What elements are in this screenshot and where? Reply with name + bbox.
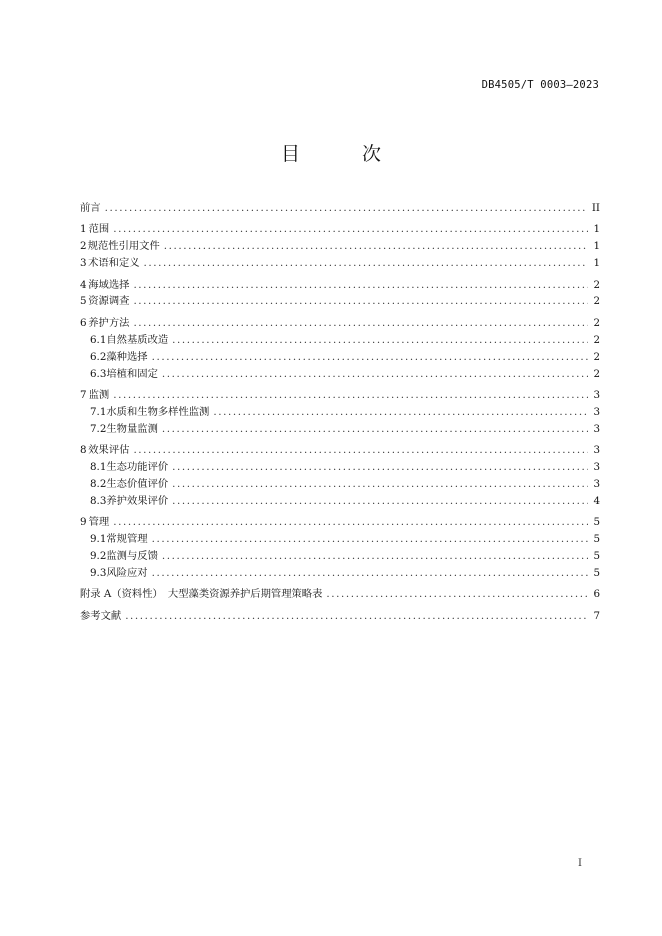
toc-entry[interactable] bbox=[80, 315, 600, 332]
dot-leader bbox=[133, 293, 588, 310]
toc-entry-title: 监测 bbox=[88, 388, 110, 401]
dot-leader bbox=[113, 514, 588, 531]
toc-entry-title: 生态价值评价 bbox=[106, 477, 169, 490]
toc-entry-page: 1 bbox=[593, 240, 600, 253]
dot-leader bbox=[172, 332, 588, 349]
toc-entry-number: 4 bbox=[80, 278, 87, 291]
toc-entry-page: 3 bbox=[593, 422, 600, 435]
toc-entry[interactable] bbox=[80, 421, 600, 438]
toc-entry-number: 2 bbox=[80, 240, 87, 253]
toc-entry-title: 常规管理 bbox=[106, 533, 148, 546]
page-number: I bbox=[578, 858, 582, 869]
toc-entry-page: 3 bbox=[593, 444, 600, 457]
toc-entry-page: 2 bbox=[593, 295, 600, 308]
toc-entry-number: 8.1 bbox=[90, 460, 107, 473]
toc-entry-title: 水质和生物多样性监测 bbox=[106, 405, 210, 418]
toc-entry-title: 参考文献 bbox=[80, 609, 122, 622]
toc-entry-number: 1 bbox=[80, 223, 87, 236]
toc-entry-title: 自然基质改造 bbox=[106, 333, 169, 346]
toc-entry-number: 3 bbox=[80, 257, 87, 270]
dot-leader bbox=[105, 200, 588, 217]
toc-entry-number: 9.1 bbox=[90, 533, 107, 546]
dot-leader bbox=[162, 366, 588, 383]
toc-entry-title: 海域选择 bbox=[88, 278, 130, 291]
toc-entry[interactable] bbox=[80, 565, 600, 582]
toc-entry-number: 9.3 bbox=[90, 566, 107, 579]
toc-entry-title: 藻种选择 bbox=[106, 350, 148, 363]
document-code: DB4505/T 0003—2023 bbox=[481, 79, 599, 91]
toc-entry-page: 1 bbox=[593, 223, 600, 236]
toc-entry-title: 范围 bbox=[88, 223, 110, 236]
toc-entry-number: 9.2 bbox=[90, 549, 107, 562]
dot-leader bbox=[213, 404, 588, 421]
toc-entry[interactable] bbox=[80, 442, 600, 459]
toc-entry-title: 效果评估 bbox=[88, 444, 130, 457]
toc-entry-number: 8.3 bbox=[90, 494, 107, 507]
toc-entry-title: 培植和固定 bbox=[106, 367, 158, 380]
toc-entry-number: 6.2 bbox=[90, 350, 107, 363]
toc-entry[interactable] bbox=[80, 493, 600, 510]
toc-entry-page: 5 bbox=[593, 549, 600, 562]
toc-entry-title: 术语和定义 bbox=[88, 257, 140, 270]
toc-entry-number: 6 bbox=[80, 316, 87, 329]
dot-leader bbox=[162, 421, 588, 438]
toc-entry-title: 生态功能评价 bbox=[106, 460, 169, 473]
page-title: 目 次 bbox=[280, 143, 410, 165]
dot-leader bbox=[125, 608, 588, 625]
dot-leader bbox=[172, 493, 588, 510]
toc-entry[interactable] bbox=[80, 238, 600, 255]
dot-leader bbox=[162, 548, 588, 565]
toc-entry-title: 监测与反馈 bbox=[106, 549, 158, 562]
toc-entry[interactable] bbox=[80, 387, 600, 404]
toc-entry[interactable] bbox=[80, 476, 600, 493]
toc-entry-page: 2 bbox=[593, 350, 600, 363]
toc-entry[interactable] bbox=[80, 221, 600, 238]
toc-entry-page: 2 bbox=[593, 316, 600, 329]
dot-leader bbox=[144, 255, 588, 272]
toc-entry-page: II bbox=[591, 202, 600, 214]
dot-leader bbox=[152, 565, 588, 582]
toc-entry-page: 3 bbox=[593, 405, 600, 418]
toc-entry-page: 4 bbox=[593, 494, 600, 507]
dot-leader bbox=[152, 531, 588, 548]
toc-entry[interactable] bbox=[80, 459, 600, 476]
toc-entry-page: 1 bbox=[593, 257, 600, 270]
dot-leader bbox=[164, 238, 588, 255]
dot-leader bbox=[113, 221, 588, 238]
toc-entry[interactable] bbox=[80, 514, 600, 531]
toc-entry[interactable] bbox=[80, 255, 600, 272]
toc-entry[interactable] bbox=[80, 366, 600, 383]
table-of-contents bbox=[80, 200, 600, 624]
toc-entry-number: 6.3 bbox=[90, 367, 107, 380]
toc-entry-number: 7 bbox=[80, 388, 87, 401]
dot-leader bbox=[172, 476, 588, 493]
toc-entry-title: 附录 A（资料性） 大型藻类资源养护后期管理策略表 bbox=[80, 588, 323, 601]
toc-entry[interactable] bbox=[80, 293, 600, 310]
toc-entry-page: 2 bbox=[593, 367, 600, 380]
toc-entry-number: 9 bbox=[80, 516, 87, 529]
toc-entry[interactable] bbox=[80, 349, 600, 366]
toc-entry-number: 7.2 bbox=[90, 422, 107, 435]
dot-leader bbox=[133, 442, 588, 459]
toc-entry[interactable] bbox=[80, 277, 600, 294]
toc-entry-number: 7.1 bbox=[90, 405, 107, 418]
toc-entry-page: 6 bbox=[593, 588, 600, 601]
toc-entry-title: 前言 bbox=[80, 202, 101, 214]
toc-entry-title: 风险应对 bbox=[106, 566, 148, 579]
toc-entry[interactable] bbox=[80, 404, 600, 421]
dot-leader bbox=[172, 459, 588, 476]
toc-entry-title: 资源调查 bbox=[88, 295, 130, 308]
toc-entry-page: 7 bbox=[593, 609, 600, 622]
toc-entry-page: 5 bbox=[593, 533, 600, 546]
toc-entry[interactable] bbox=[80, 200, 600, 217]
toc-entry-number: 6.1 bbox=[90, 333, 107, 346]
toc-entry-title: 养护效果评价 bbox=[106, 494, 169, 507]
toc-entry[interactable] bbox=[80, 586, 600, 603]
toc-entry-title: 规范性引用文件 bbox=[87, 240, 160, 253]
toc-entry-title: 养护方法 bbox=[88, 316, 130, 329]
toc-entry-title: 生物量监测 bbox=[106, 422, 158, 435]
toc-entry-page: 2 bbox=[593, 278, 600, 291]
dot-leader bbox=[113, 387, 588, 404]
toc-entry[interactable] bbox=[80, 608, 600, 625]
toc-entry[interactable] bbox=[80, 332, 600, 349]
toc-entry-page: 5 bbox=[593, 566, 600, 579]
toc-entry[interactable] bbox=[80, 531, 600, 548]
dot-leader bbox=[152, 349, 588, 366]
toc-entry-number: 5 bbox=[80, 295, 87, 308]
toc-entry-number: 8.2 bbox=[90, 477, 107, 490]
toc-entry-page: 5 bbox=[593, 516, 600, 529]
toc-entry-page: 2 bbox=[593, 333, 600, 346]
toc-entry-page: 3 bbox=[593, 388, 600, 401]
dot-leader bbox=[133, 277, 588, 294]
toc-entry-number: 8 bbox=[80, 444, 87, 457]
toc-entry-page: 3 bbox=[593, 477, 600, 490]
toc-entry-page: 3 bbox=[593, 460, 600, 473]
dot-leader bbox=[326, 586, 588, 603]
dot-leader bbox=[133, 315, 588, 332]
toc-entry[interactable] bbox=[80, 548, 600, 565]
toc-entry-title: 管理 bbox=[88, 516, 110, 529]
